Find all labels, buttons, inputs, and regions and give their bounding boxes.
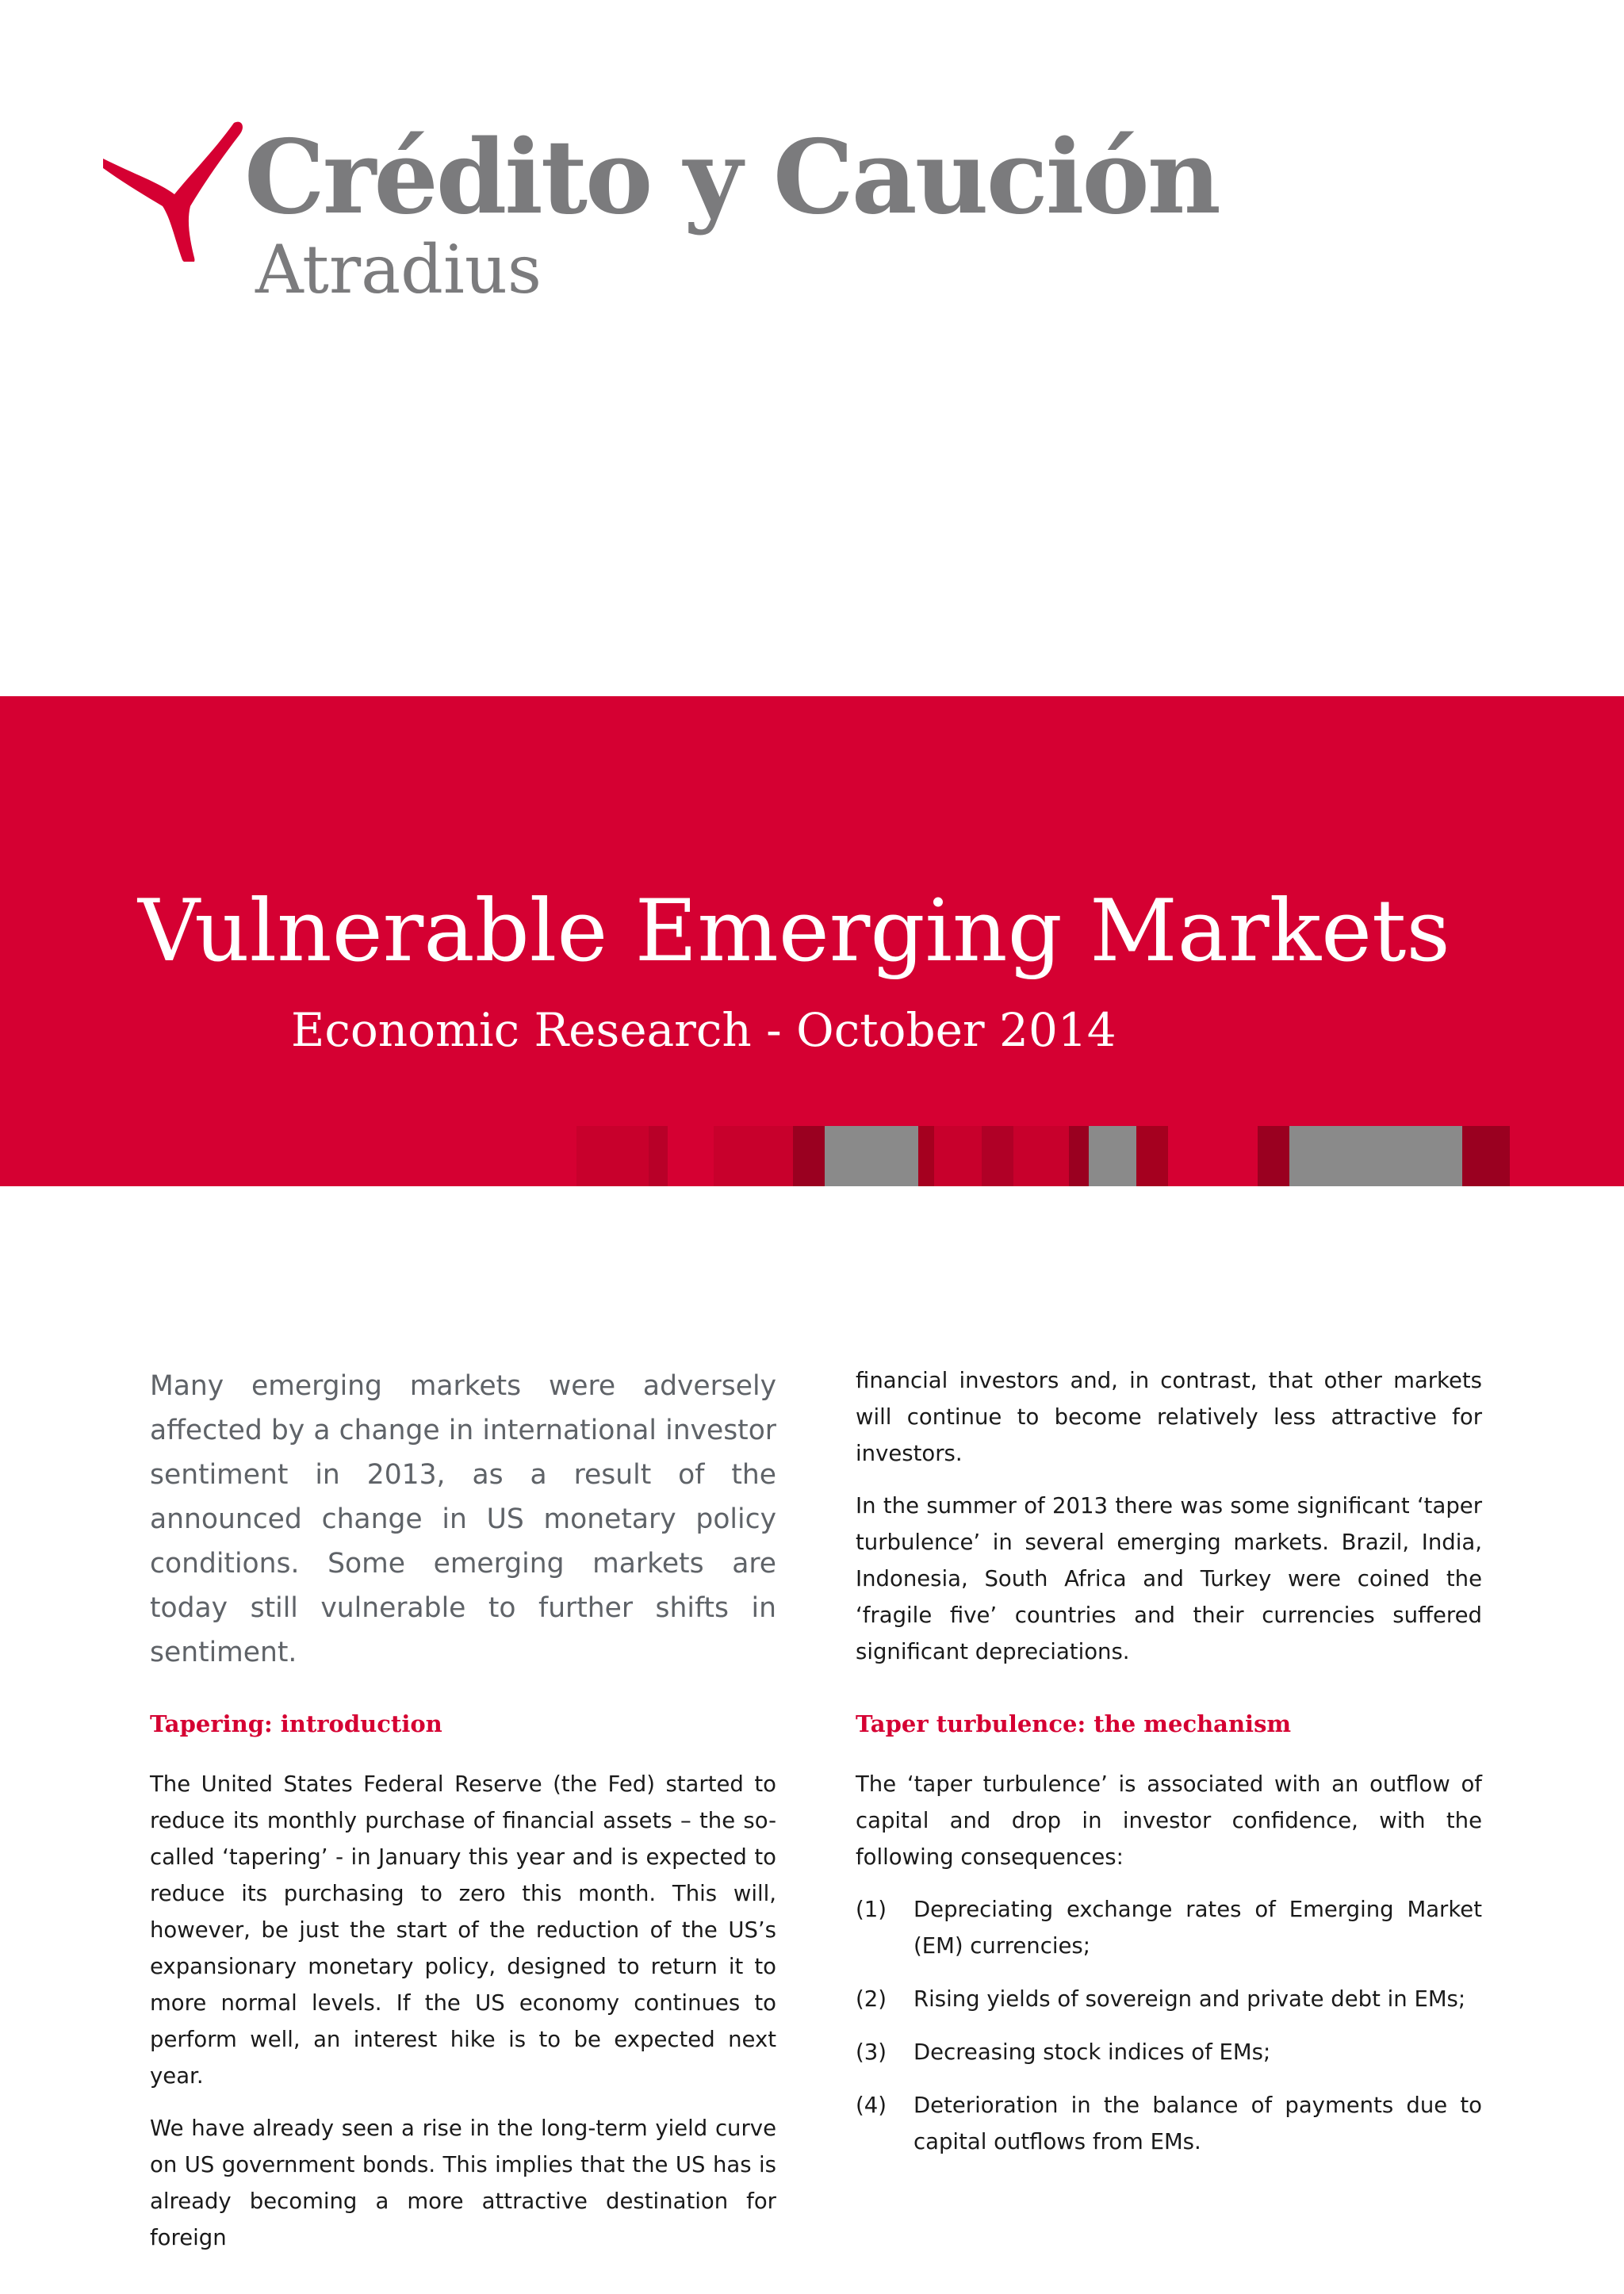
list-number: (1) (856, 1897, 887, 1922)
body-paragraph: In the summer of 2013 there was some significant ‘taper turbulence’ in several emerging markets. Brazil, India, Indonesia, South Africa and Turkey were coined the ‘fragile five’ countries and their currencies suffered significant depreciations. (856, 1493, 1482, 1664)
section-heading: Taper turbulence: the mechanism (856, 1710, 1292, 1737)
tapering-section (150, 1710, 776, 2272)
section-heading: Tapering: introduction (150, 1710, 442, 1737)
right-top-column (856, 1362, 1482, 1686)
title-banner (0, 696, 1624, 1186)
list-number: (2) (856, 1986, 887, 2012)
list-text: Deterioration in the balance of payments due to capital outflows from EMs. (914, 2093, 1482, 2154)
list-item (856, 1981, 1482, 2017)
decorative-stripes (0, 1126, 1624, 1186)
brand-subname: Atradius (255, 231, 542, 308)
consequences-list (856, 1891, 1482, 2160)
document-subtitle: Economic Research - October 2014 (291, 1003, 1116, 1057)
list-text: Depreciating exchange rates of Emerging Market (EM) currencies; (914, 1897, 1482, 1959)
taper-turbulence-section (856, 1710, 1482, 2177)
logo-mark-icon (103, 119, 246, 262)
list-item (856, 1891, 1482, 1964)
body-paragraph: financial investors and, in contrast, that other markets will continue to become relatively less attractive for investors. (856, 1368, 1482, 1466)
intro-paragraph: Many emerging markets were adversely affected by a change in international investor sentiment in 2013, as a result of the announced change in US monetary policy conditions. Some emerging markets are today still vulnerable to further shifts in sentiment. (150, 1370, 776, 1668)
list-item (856, 2034, 1482, 2070)
body-paragraph: We have already seen a rise in the long-term yield curve on US government bonds. This implies that the US has is already becoming a more attractive destination for foreign (150, 2116, 776, 2250)
body-paragraph: The ‘taper turbulence’ is associated with an outflow of capital and drop in investor confidence, with the following consequences: (856, 1771, 1482, 1870)
brand-name: Crédito y Caución (244, 118, 1219, 237)
document-title: Vulnerable Emerging Markets (138, 882, 1450, 981)
list-text: Decreasing stock indices of EMs; (914, 2039, 1271, 2065)
body-paragraph: The United States Federal Reserve (the Fed) started to reduce its monthly purchase of financial assets – the so-called ‘tapering’ - in January this year and is expected to reduce its purchasing to zero this month. This will, however, be just the start of the reduction of the US’s expansionary monetary policy, designed to return it to more normal levels. If the US economy continues to perform well, an interest hike is to be expected next year. (150, 1771, 776, 2089)
list-number: (4) (856, 2093, 887, 2118)
company-logo (103, 118, 1219, 325)
list-text: Rising yields of sovereign and private debt in EMs; (914, 1986, 1466, 2012)
list-item (856, 2087, 1482, 2160)
list-number: (3) (856, 2039, 887, 2065)
intro-column (150, 1364, 776, 1675)
